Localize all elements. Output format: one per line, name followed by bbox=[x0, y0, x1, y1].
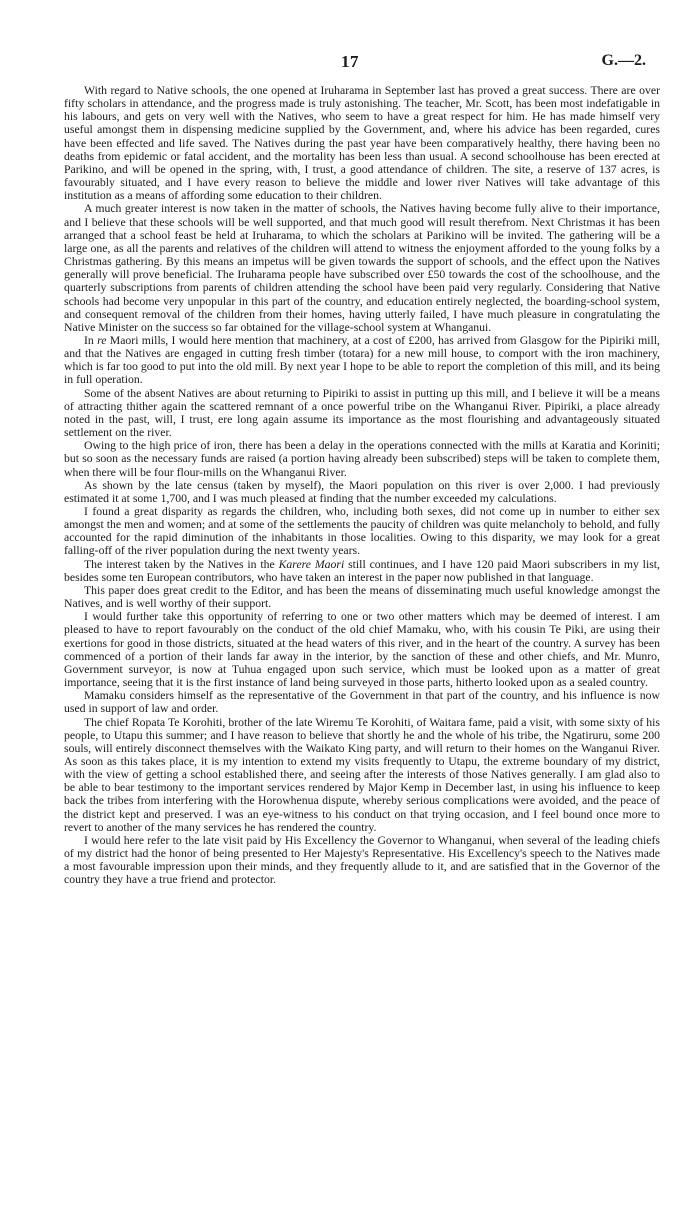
italic-re: re bbox=[97, 333, 107, 347]
page-header bbox=[0, 52, 700, 76]
paragraph-census: As shown by the late census (taken by myself), the Maori population on this river is over 2,000. I had previously estimated it at some 1,700, and I was much pleased at finding that the number exceeded my calculations. bbox=[64, 478, 660, 505]
paragraph-mamaku: I would further take this opportunity of referring to one or two other matters which may be deemed of interest. I am pleased to have to report favourably on the conduct of the old chief Mamaku, who, with his cousin Te Piki, are using their exertions for good in those districts, situated at the head waters of this river, and in the heart of the country. A survey has been commenced of a portion of their lands far away in the interior, by the sanction of these and other chiefs, and Mr. Munro, Government surveyor, is now at Tuhua engaged upon such service, which must be looked upon as a matter of great importance, seeing that it is the first instance of land being surveyed in those parts, hitherto looked upon as a sealed country. bbox=[64, 610, 660, 690]
paragraph-karere-maori: The interest taken by the Natives in the Karere Maori still continues, and I have 120 paid Maori subscribers in my list, besides some ten European contributors, who have taken an interest in the paper now published in that language. bbox=[64, 557, 660, 584]
paragraph-native-schools: With regard to Native schools, the one opened at Iruharama in September last has proved a great success. There are over fifty scholars in attendance, and the progress made is truly astonishing. The teacher, Mr. Scott, has been most indefatigable in his labours, and gets on very well with the Natives, who seem to have a great respect for him. He has made himself very useful amongst them in dispensing medicine supplied by the Government, and, where his advice has been regarded, cures have been effected and life saved. The Natives during the past year have been comparatively healthy, there having been no deaths from epidemic or fatal accident, and the mortality has been less than usual. A second schoolhouse has been erected at Parikino, and will be opened in the spring, with, I trust, a good attendance of children. The site, a reserve of 137 acres, is favourably situated, and I have every reason to believe the middle and lower river Natives will take advantage of this institution as a means of affording some education to their children. bbox=[64, 84, 660, 203]
paragraph-iron-price: Owing to the high price of iron, there has been a delay in the operations connected with the mills at Karatia and Koriniti; but so soon as the necessary funds are raised (a portion having already been subscribed) steps will be taken to complete them, when there will be four flour-mills on the Whanganui River. bbox=[64, 439, 660, 479]
document-code: G.—2. bbox=[601, 52, 646, 69]
italic-karere-maori: Karere Maori bbox=[278, 557, 345, 571]
report-body bbox=[64, 84, 660, 887]
paragraph-schools-interest: A much greater interest is now taken in the matter of schools, the Natives having become fully alive to their importance, and I believe that these schools will be well supported, and that much good will result therefrom. Next Christmas it has been arranged that a school feast be held at Iruharama, to which the scholars at Parikino will be invited. The gathering will be a large one, as all the parents and relatives of the children will attend to witness the enjoyment afforded to the young folks by a Christmas gathering. By this means an impetus will be given towards the support of schools, and the effect upon the Natives generally will prove beneficial. The Iruharama people have subscribed over £50 towards the cost of the schoolhouse, and the quarterly subscriptions from parents of children attending the school have been paid very regularly. Considering that Native schools had become very unpopular in this part of the country, and education entirely neglected, the boarding-school system, and consequent removal of the children from their homes, having utterly failed, I have much pleasure in congratulating the Native Minister on the success so far obtained for the village-school system at Whanganui. bbox=[64, 202, 660, 334]
paragraph-editor: This paper does great credit to the Editor, and has been the means of disseminating much useful knowledge amongst the Natives, and is well worthy of their support. bbox=[64, 583, 660, 611]
paragraph-mamaku-government: Mamaku considers himself as the representative of the Government in that part of the country, and his influence is now used in support of law and order. bbox=[64, 689, 660, 716]
paragraph-children-disparity: I found a great disparity as regards the children, who, including both sexes, did not come up in number to either sex amongst the men and women; and at some of the settlements the paucity of children was quite melancholy to behold, and fully accounted for the rapid diminution of the inhabitants in those localities. Owing to this disparity, we may look for a great falling-off of the river population during the next twenty years. bbox=[64, 505, 660, 558]
paragraph-pipiriki: Some of the absent Natives are about returning to Pipiriki to assist in putting up this mill, and I believe it will be a means of attracting thither again the scattered remnant of a once powerful tribe on the Whanganui River. Pipiriki, a place already noted in the past, will, I trust, ere long again assume its importance as the most flourishing and advantageously situated settlement on the river. bbox=[64, 386, 660, 440]
paragraph-maori-mills: In re Maori mills, I would here mention that machinery, at a cost of £200, has arrived from Glasgow for the Pipiriki mill, and that the Natives are engaged in cutting fresh timber (totara) for a new mill house, to comport with the iron machinery, which is far too good to put into the old mill. By next year I hope to be able to report the completion of this mill, and its being in full operation. bbox=[64, 333, 660, 387]
paragraph-ropata: The chief Ropata Te Korohiti, brother of the late Wiremu Te Korohiti, of Waitara fame, paid a visit, with some sixty of his people, to Utapu this summer; and I have reason to believe that shortly he and the whole of his tribe, the Ngatiruru, some 200 souls, will entirely disconnect themselves with the Waikato King party, and will return to their homes on the Wanganui River. As soon as this takes place, it is my intention to extend my visits frequently to Utapu, the extreme boundary of my district, with the view of getting a school established there, and seeing after the interests of those Natives generally. I am glad also to be able to bear testimony to the important services rendered by Major Kemp in December last, in using his influence to keep back the tribes from interfering with the Horowhenua dispute, whereby serious complications were avoided, and the peace of the district kept and preserved. I was an eye-witness to his conduct on that trying occasion, and I feel bound once more to revert to another of the many services he has rendered the country. bbox=[64, 715, 660, 834]
paragraph-governor-visit: I would here refer to the late visit paid by His Excellency the Governor to Whanganui, when several of the leading chiefs of my district had the honor of being presented to Her Majesty's Representative. His Excellency's speech to the Natives made a most favourable impression upon their minds, and they frequently allude to it, and are satisfied that in the Governor of the country they have a true friend and protector. bbox=[64, 833, 660, 887]
page-number: 17 bbox=[341, 52, 359, 71]
